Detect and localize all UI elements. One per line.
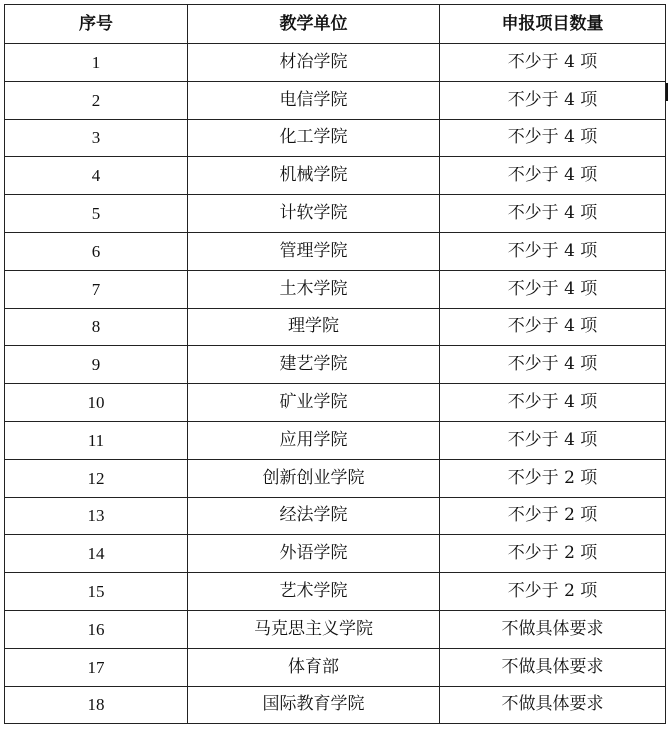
row-index: 7 [5,270,188,308]
row-index: 5 [5,195,188,233]
row-quota: 不做具体要求 [440,648,666,686]
table-row [5,535,666,573]
row-index: 12 [5,459,188,497]
row-index: 6 [5,232,188,270]
row-quota: 不少于 2 项 [440,573,666,611]
row-index: 2 [5,81,188,119]
table-row [5,270,666,308]
row-unit: 电信学院 [188,81,440,119]
table-row [5,421,666,459]
row-unit: 建艺学院 [188,346,440,384]
row-index: 1 [5,44,188,82]
row-unit: 机械学院 [188,157,440,195]
table-row [5,497,666,535]
table-row [5,308,666,346]
row-quota: 不做具体要求 [440,686,666,724]
header-row [5,5,666,44]
row-quota: 不少于 4 项 [440,232,666,270]
table-row [5,459,666,497]
row-unit: 体育部 [188,648,440,686]
row-quota: 不少于 4 项 [440,308,666,346]
row-unit: 艺术学院 [188,573,440,611]
row-quota: 不少于 4 项 [440,384,666,422]
row-quota: 不少于 4 项 [440,195,666,233]
row-unit: 矿业学院 [188,384,440,422]
table-row [5,157,666,195]
row-index: 15 [5,573,188,611]
row-index: 4 [5,157,188,195]
row-quota: 不少于 4 项 [440,421,666,459]
row-index: 14 [5,535,188,573]
row-index: 16 [5,610,188,648]
row-quota: 不做具体要求 [440,610,666,648]
row-unit: 管理学院 [188,232,440,270]
row-quota: 不少于 4 项 [440,346,666,384]
table-row [5,232,666,270]
row-index: 13 [5,497,188,535]
row-quota: 不少于 4 项 [440,270,666,308]
row-unit: 土木学院 [188,270,440,308]
table-row [5,384,666,422]
row-unit: 创新创业学院 [188,459,440,497]
row-unit: 经法学院 [188,497,440,535]
table-row [5,610,666,648]
row-unit: 马克思主义学院 [188,610,440,648]
table-row [5,573,666,611]
header-quota: 申报项目数量 [440,5,666,44]
row-quota: 不少于 2 项 [440,497,666,535]
header-unit: 教学单位 [188,5,440,44]
quota-table [4,4,666,724]
table-row [5,686,666,724]
row-index: 17 [5,648,188,686]
row-quota: 不少于 2 项 [440,459,666,497]
row-quota: 不少于 4 项 [440,119,666,157]
row-index: 3 [5,119,188,157]
row-unit: 计软学院 [188,195,440,233]
table-row [5,195,666,233]
table-row [5,346,666,384]
row-unit: 材冶学院 [188,44,440,82]
row-index: 10 [5,384,188,422]
row-index: 11 [5,421,188,459]
table-row [5,648,666,686]
table-row [5,81,666,119]
table-row [5,44,666,82]
row-unit: 国际教育学院 [188,686,440,724]
row-index: 8 [5,308,188,346]
row-quota: 不少于 4 项 [440,157,666,195]
row-unit: 化工学院 [188,119,440,157]
row-index: 9 [5,346,188,384]
row-quota: 不少于 4 项 [440,44,666,82]
row-quota: 不少于 4 项 [440,81,666,119]
row-unit: 外语学院 [188,535,440,573]
row-index: 18 [5,686,188,724]
row-quota: 不少于 2 项 [440,535,666,573]
row-unit: 理学院 [188,308,440,346]
row-unit: 应用学院 [188,421,440,459]
header-index: 序号 [5,5,188,44]
table-row [5,119,666,157]
text-cursor [666,83,668,101]
